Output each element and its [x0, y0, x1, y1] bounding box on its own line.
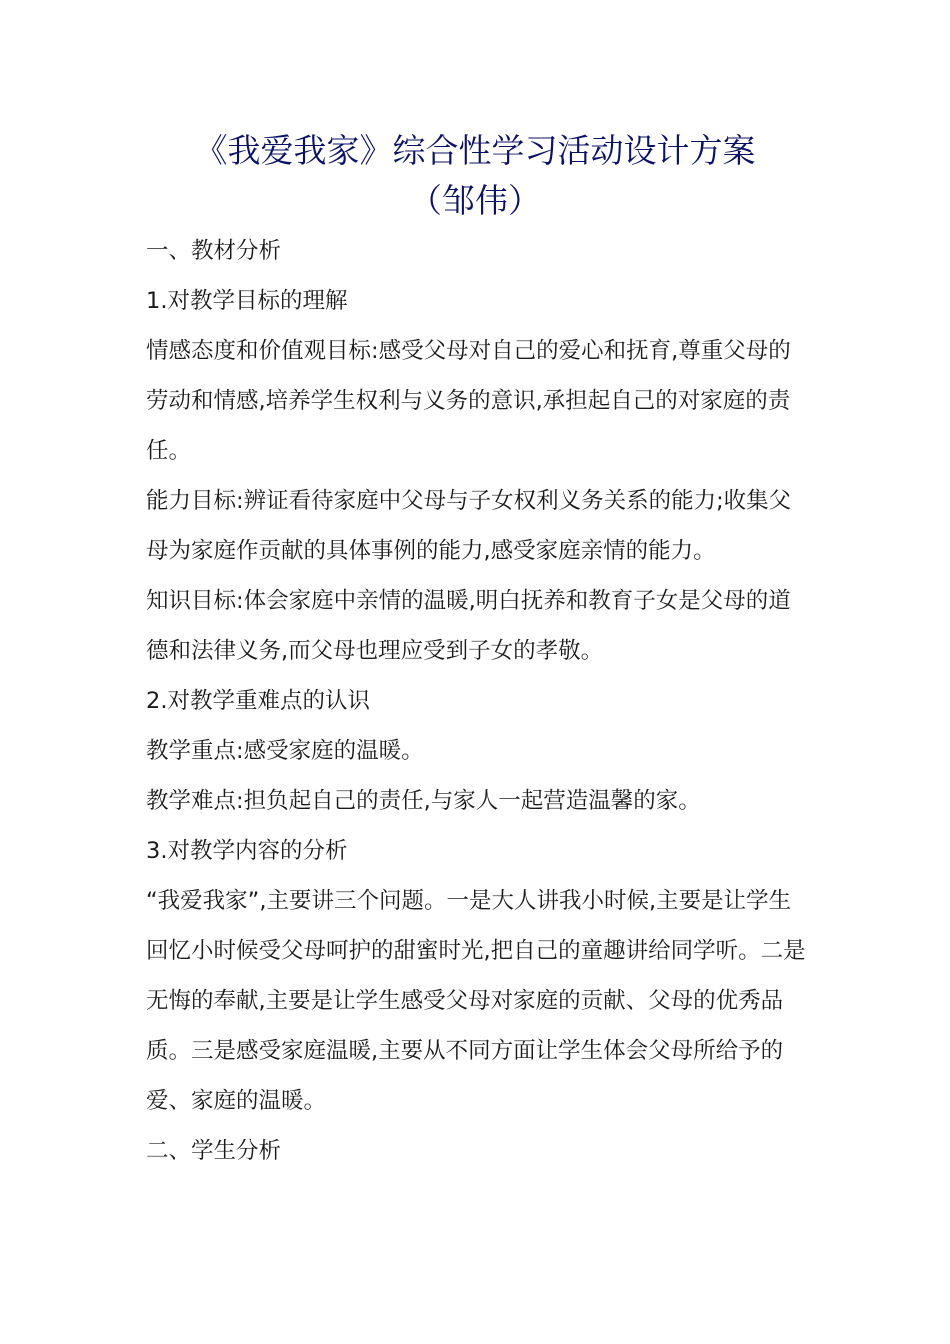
paragraph-knowledge-goal: 知识目标:体会家庭中亲情的温暖,明白抚养和教育子女是父母的道德和法律义务,而父母也理应受到子女的孝敬。 — [146, 588, 791, 664]
paragraph-content-analysis: “我爱我家”,主要讲三个问题。一是大人讲我小时候,主要是让学生回忆小时候受父母呵护的甜蜜时光,把自己的童趣讲给同学听。二是无悔的奉献,主要是让学生感受父母对家庭的贡献、父母的优秀品质。三是感受家庭温暖,主要从不同方面让学生体会父母所给予的爱、家庭的温暖。 — [146, 888, 806, 1114]
paragraph-difficult-point: 教学难点:担负起自己的责任,与家人一起营造温馨的家。 — [146, 788, 701, 814]
document-body — [146, 226, 806, 1176]
section-heading-textbook-analysis: 一、教材分析 — [146, 238, 282, 264]
paragraph-ability-goal: 能力目标:辨证看待家庭中父母与子女权利义务关系的能力;收集父母为家庭作贡献的具体事例的能力,感受家庭亲情的能力。 — [146, 488, 792, 564]
document-author: （邹伟） — [409, 181, 541, 220]
paragraph-emotion-goal: 情感态度和价值观目标:感受父母对自己的爱心和抚育,尊重父母的劳动和情感,培养学生权利与义务的意识,承担起自己的对家庭的责任。 — [146, 338, 791, 464]
paragraph-key-point: 教学重点:感受家庭的温暖。 — [146, 738, 424, 764]
subheading-content-analysis: 3.对教学内容的分析 — [146, 838, 348, 864]
section-heading-student-analysis: 二、学生分析 — [146, 1138, 282, 1164]
subheading-key-points: 2.对教学重难点的认识 — [146, 688, 370, 714]
document-title: 《我爱我家》综合性学习活动设计方案 — [194, 131, 756, 170]
subheading-teaching-goals: 1.对教学目标的理解 — [146, 288, 348, 314]
